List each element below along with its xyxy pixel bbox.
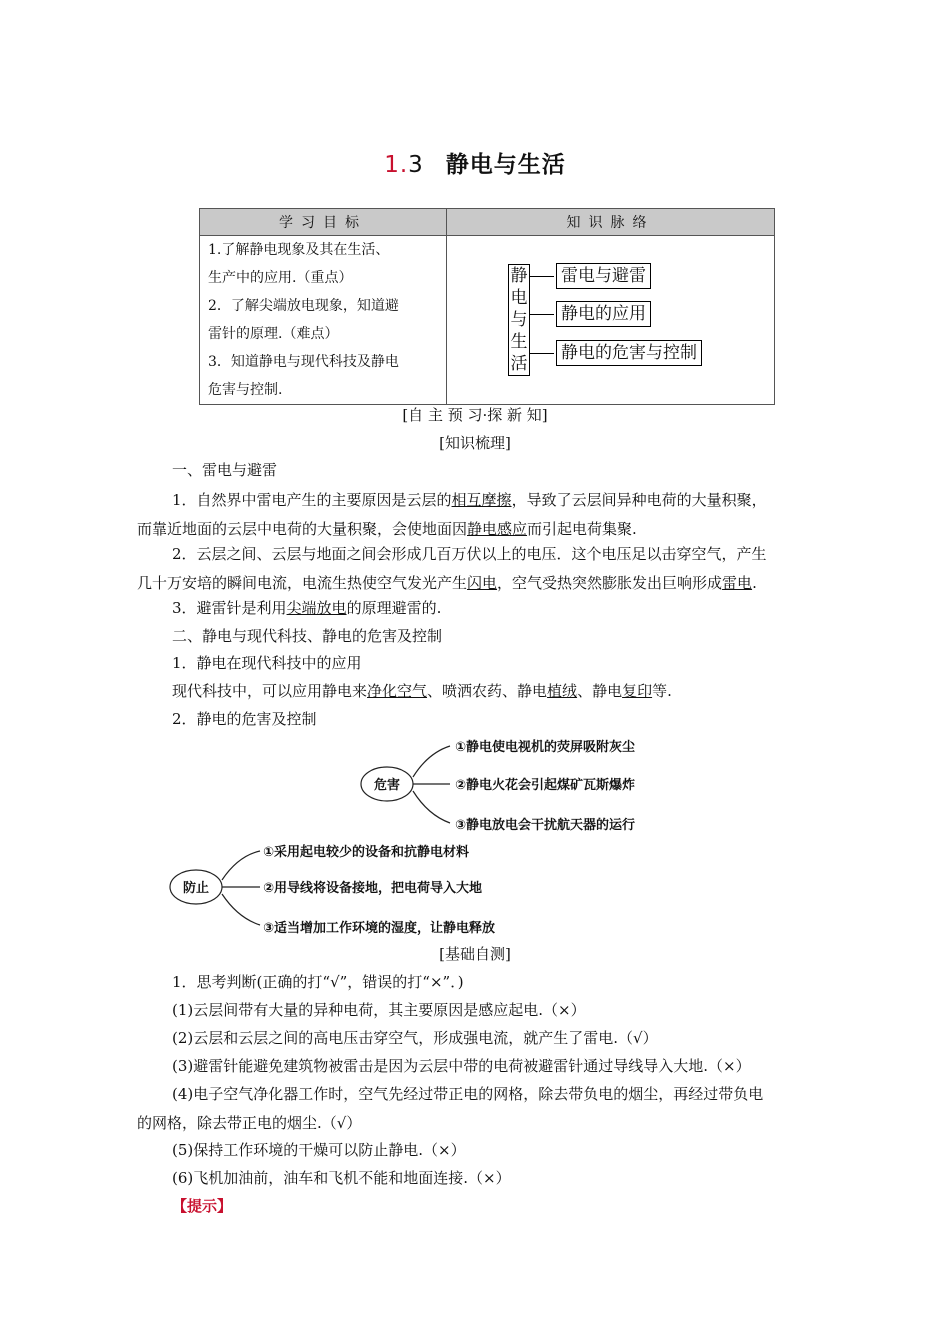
text: 2．云层之间、云层与地面之间会形成几百万伏以上的电压．这个电压足以击穿空气，产生 bbox=[172, 545, 767, 563]
goal-line: 危害与控制. bbox=[208, 382, 283, 398]
prevent-label: 防止 bbox=[182, 881, 210, 896]
question-5: (5)保持工作环境的干燥可以防止静电.（×） bbox=[172, 1141, 466, 1159]
goal-line: 雷针的原理.（难点） bbox=[208, 326, 339, 342]
question-1: (1)云层间带有大量的异种电荷，其主要原因是感应起电.（×） bbox=[172, 1001, 586, 1019]
paragraph-1 bbox=[137, 486, 837, 544]
heading-static: 二、静电与现代科技、静电的危害及控制 bbox=[172, 627, 443, 645]
text: 3．避雷针是利用 bbox=[172, 599, 287, 617]
map-root-char: 生 bbox=[510, 332, 528, 352]
text: 等. bbox=[652, 682, 672, 700]
hazard-control-diagram bbox=[160, 735, 680, 940]
hazard-item: ①静电使电视机的荧屏吸附灰尘 bbox=[455, 740, 636, 755]
map-branch: 静电的应用 bbox=[556, 301, 651, 327]
map-root-char: 与 bbox=[510, 310, 528, 330]
paragraph-3 bbox=[172, 594, 872, 623]
question-intro: 1．思考判断(正确的打“√”，错误的打“×”．) bbox=[172, 973, 464, 991]
goal-line: 3．知道静电与现代科技及静电 bbox=[208, 354, 399, 370]
map-root-char: 活 bbox=[510, 354, 528, 374]
map-connector bbox=[530, 276, 554, 277]
underlined-answer: 雷电 bbox=[722, 574, 753, 592]
connector bbox=[413, 791, 450, 823]
prevent-item: ①采用起电较少的设备和抗静电材料 bbox=[263, 845, 470, 860]
text: 几十万安培的瞬间电流，电流生热使空气发光产生 bbox=[137, 574, 468, 592]
underlined-answer: 相互摩擦 bbox=[451, 491, 512, 509]
subheading-hazards: 2．静电的危害及控制 bbox=[172, 710, 317, 728]
text: (4)电子空气净化器工作时，空气先经过带正电的网格，除去带负电的烟尘，再经过带负电 bbox=[172, 1085, 764, 1103]
hazard-item: ②静电火花会引起煤矿瓦斯爆炸 bbox=[455, 778, 636, 793]
paragraph-5 bbox=[172, 677, 872, 706]
underlined-answer: 闪电 bbox=[467, 574, 498, 592]
goal-line: 1.了解静电现象及其在生活、 bbox=[208, 242, 390, 258]
text: 、静电 bbox=[577, 682, 623, 700]
map-root-char: 电 bbox=[510, 288, 528, 308]
map-connector bbox=[530, 314, 554, 315]
text: ，空气受热突然膨胀发出巨响形成 bbox=[497, 574, 723, 592]
question-2: (2)云层和云层之间的高电压击穿空气，形成强电流，就产生了雷电.（√） bbox=[172, 1029, 658, 1047]
goals-cell bbox=[200, 236, 447, 405]
text: . bbox=[752, 574, 757, 592]
question-4 bbox=[137, 1080, 837, 1138]
text: 的原理避雷的. bbox=[346, 599, 442, 617]
heading-lightning: 一、雷电与避雷 bbox=[172, 461, 278, 479]
connector bbox=[222, 894, 260, 925]
question-3: (3)避雷针能避免建筑物被雷击是因为云层中带的电荷被避雷针通过导线导入大地.（×） bbox=[172, 1057, 751, 1075]
goal-line: 2．了解尖端放电现象，知道避 bbox=[208, 298, 399, 314]
map-root-char: 静 bbox=[510, 266, 528, 286]
paragraph-2 bbox=[137, 540, 837, 598]
prevent-item: ②用导线将设备接地，把电荷导入大地 bbox=[263, 881, 483, 896]
prevent-item: ③适当增加工作环境的湿度，让静电释放 bbox=[263, 921, 496, 936]
text: ，导致了云层间异种电荷的大量积聚， bbox=[511, 491, 767, 509]
knowledge-header: 知识脉络 bbox=[447, 209, 775, 236]
question-6: (6)飞机加油前，油车和飞机不能和地面连接.（×） bbox=[172, 1169, 511, 1187]
hazard-label: 危害 bbox=[373, 778, 401, 793]
connector bbox=[222, 851, 260, 880]
text: 1．自然界中雷电产生的主要原因是云层的 bbox=[172, 491, 452, 509]
section-knowledge: [知识梳理] bbox=[439, 434, 511, 452]
map-root bbox=[508, 264, 530, 376]
goal-line: 生产中的应用.（重点） bbox=[208, 270, 353, 286]
subheading-applications: 1．静电在现代科技中的应用 bbox=[172, 654, 362, 672]
goals-table bbox=[199, 208, 775, 405]
knowledge-cell bbox=[447, 236, 775, 405]
hint-label: 【提示】 bbox=[172, 1197, 233, 1215]
map-branch: 静电的危害与控制 bbox=[556, 340, 702, 366]
underlined-answer: 复印 bbox=[622, 682, 653, 700]
text: 而引起电荷集聚. bbox=[527, 520, 637, 538]
hazard-item: ③静电放电会干扰航天器的运行 bbox=[455, 818, 636, 833]
title-text: 静电与生活 bbox=[445, 152, 566, 178]
map-connector bbox=[530, 353, 554, 354]
knowledge-map bbox=[447, 236, 774, 404]
underlined-answer: 植绒 bbox=[547, 682, 578, 700]
section-preview: [自 主 预 习·探 新 知] bbox=[402, 406, 548, 424]
connector bbox=[413, 746, 450, 777]
underlined-answer: 净化空气 bbox=[367, 682, 428, 700]
section-selftest: [基础自测] bbox=[439, 945, 511, 963]
page-title bbox=[0, 146, 950, 179]
goals-header: 学习目标 bbox=[200, 209, 447, 236]
text: 现代科技中，可以应用静电来 bbox=[172, 682, 368, 700]
text: 而靠近地面的云层中电荷的大量积聚，会使地面因 bbox=[137, 520, 468, 538]
title-number-red: 1. bbox=[384, 152, 409, 178]
map-branch: 雷电与避雷 bbox=[556, 263, 651, 289]
underlined-answer: 尖端放电 bbox=[286, 599, 347, 617]
underlined-answer: 静电感应 bbox=[467, 520, 528, 538]
text: 的网格，除去带正电的烟尘.（√） bbox=[137, 1114, 362, 1132]
text: 、喷洒农药、静电 bbox=[427, 682, 548, 700]
title-number: 3 bbox=[408, 152, 424, 178]
